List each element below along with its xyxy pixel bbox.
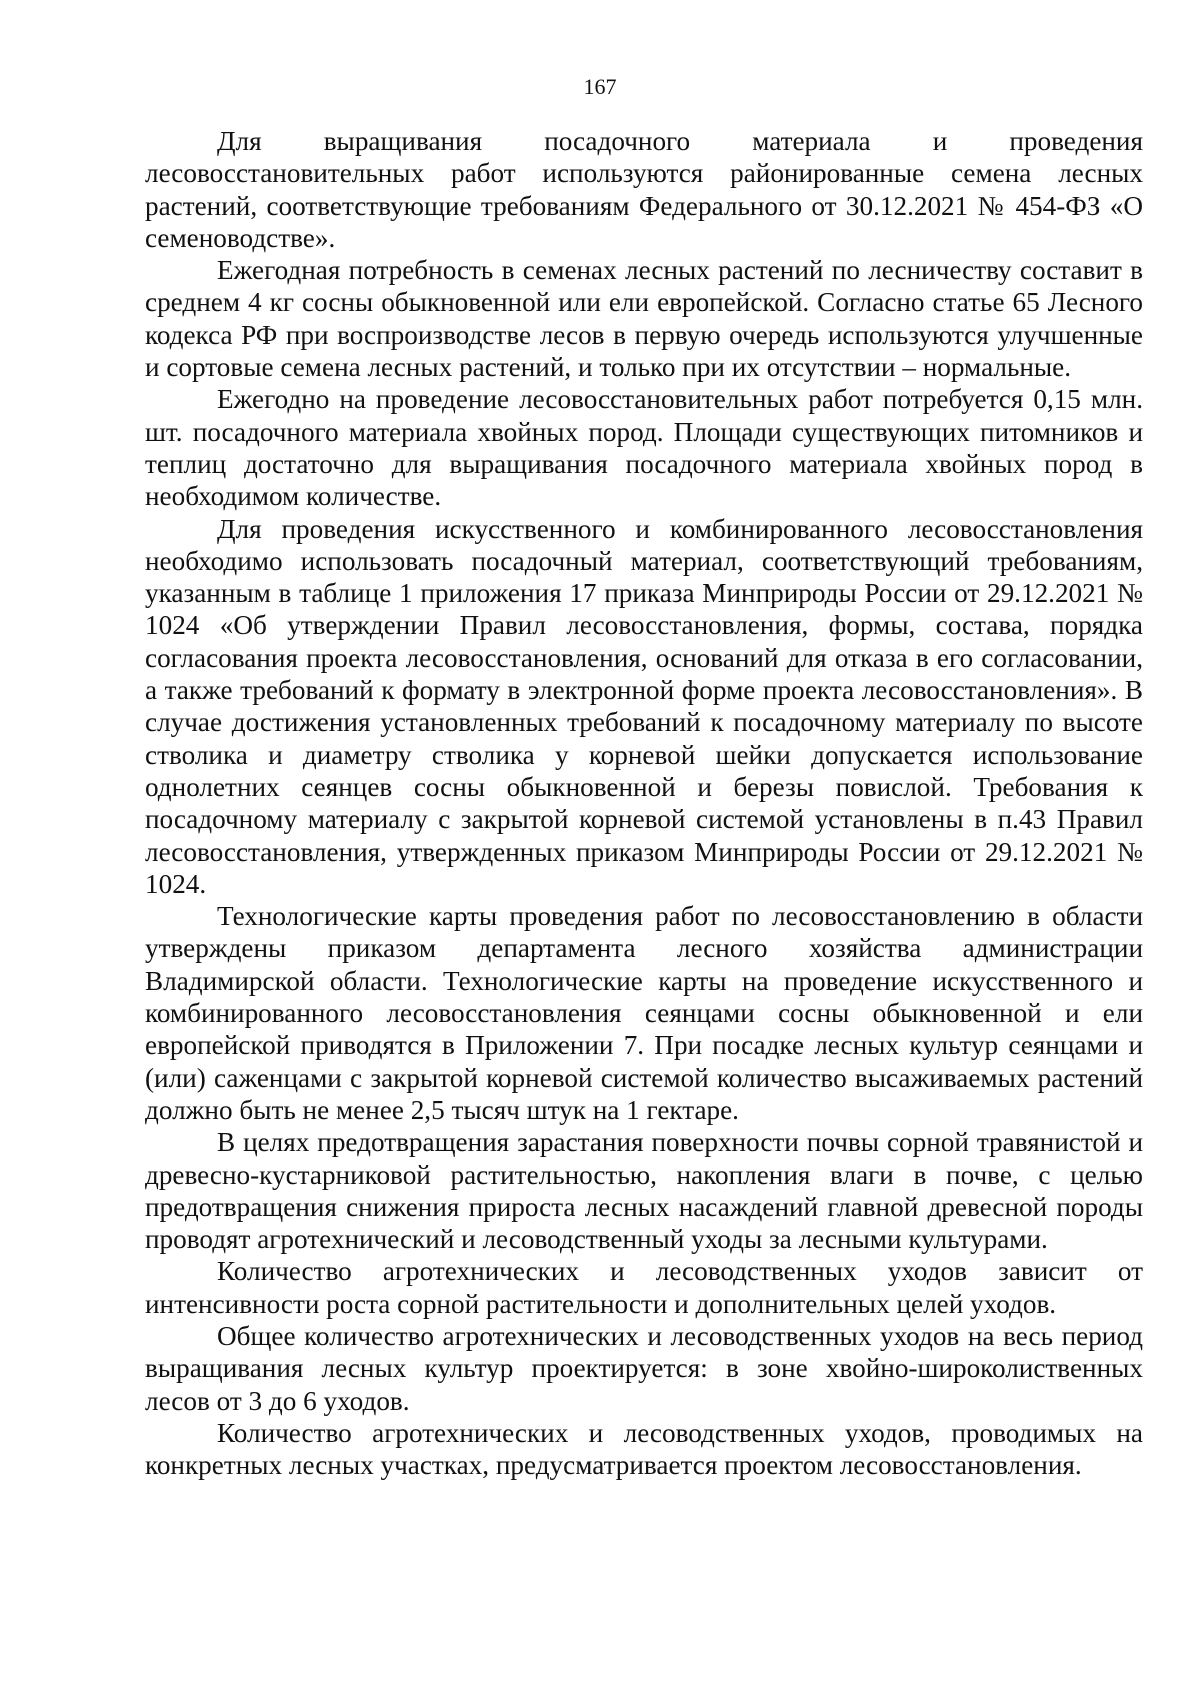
paragraph-seeds: Для выращивания посадочного материала и проведения лесовосстановительных работ используются районированные семена лесных растений, соответствующие требованиям Федерального от 30.12.2021 № 454-ФЗ «О семеноводстве». [145,126,1143,253]
paragraph-planting-material-volume: Ежегодно на проведение лесовосстановительных работ потребуется 0,15 млн. шт. посадочного материала хвойных пород. Площади существующих питомников и теплиц достаточно для выращивания посадочного материала хвойных пород в необходимом количестве. [145,384,1143,512]
paragraph-technological-maps: Технологические карты проведения работ по лесовосстановлению в области утверждены приказом департамента лесного хозяйства администрации Владимирской области. Технологические карты на проведение искусственного и комбинированного лесовосстановления сеянцами сосны обыкновенной и ели европейской приводятся в Приложении 7. При посадке лесных культур сеянцами и (или) саженцами с закрытой корневой системой количество высаживаемых растений должно быть не менее 2,5 тысяч штук на 1 гектаре. [145,901,1143,1125]
paragraph-care-quantity: Количество агротехнических и лесоводственных уходов зависит от интенсивности роста сорной растительности и дополнительных целей уходов. [145,1256,1143,1319]
paragraph-care-project: Количество агротехнических и лесоводственных уходов, проводимых на конкретных лесных участках, предусматривается проектом лесовосстановления. [145,1417,1143,1481]
paragraph-seed-demand: Ежегодная потребность в семенах лесных растений по лесничеству составит в среднем 4 кг сосны обыкновенной или ели европейской. Согласно статье 65 Лесного кодекса РФ при воспроизводстве лесов в первую очередь используются улучшенные и сортовые семена лесных растений, и только при их отсутствии – нормальные. [145,255,1143,383]
paragraph-care-purpose: В целях предотвращения зарастания поверхности почвы сорной травянистой и древесно-кустарниковой растительностью, накопления влаги в почве, с целью предотвращения снижения прироста лесных насаждений главной древесной породы проводят агротехнический и лесоводственный уходы за лесными культурами. [145,1127,1143,1255]
page-number: 167 [583,74,617,99]
paragraph-care-total: Общее количество агротехнических и лесоводственных уходов на весь период выращивания лесных культур проектируется: в зоне хвойно-широколиственных лесов от 3 до 6 уходов. [145,1320,1143,1416]
paragraph-planting-material-requirements: Для проведения искусственного и комбинированного лесовосстановления необходимо использовать посадочный материал, соответствующий требованиям, указанным в таблице 1 приложения 17 приказа Минприроды России от 29.12.2021 № 1024 «Об утверждении Правил лесовосстановления, формы, состава, порядка согласования проекта лесовосстановления, оснований для отказа в его согласовании, а также требований к формату в электронной форме проекта лесовосстановления». В случае достижения установленных требований к посадочному материалу по высоте стволика и диаметру стволика у корневой шейки допускается использование однолетних сеянцев сосны обыкновенной и березы повислой. Требования к посадочному материалу с закрытой корневой системой установлены в п.43 Правил лесовосстановления, утвержденных приказом Минприроды России от 29.12.2021 № 1024. [145,513,1143,899]
document-body [145,125,1143,1481]
